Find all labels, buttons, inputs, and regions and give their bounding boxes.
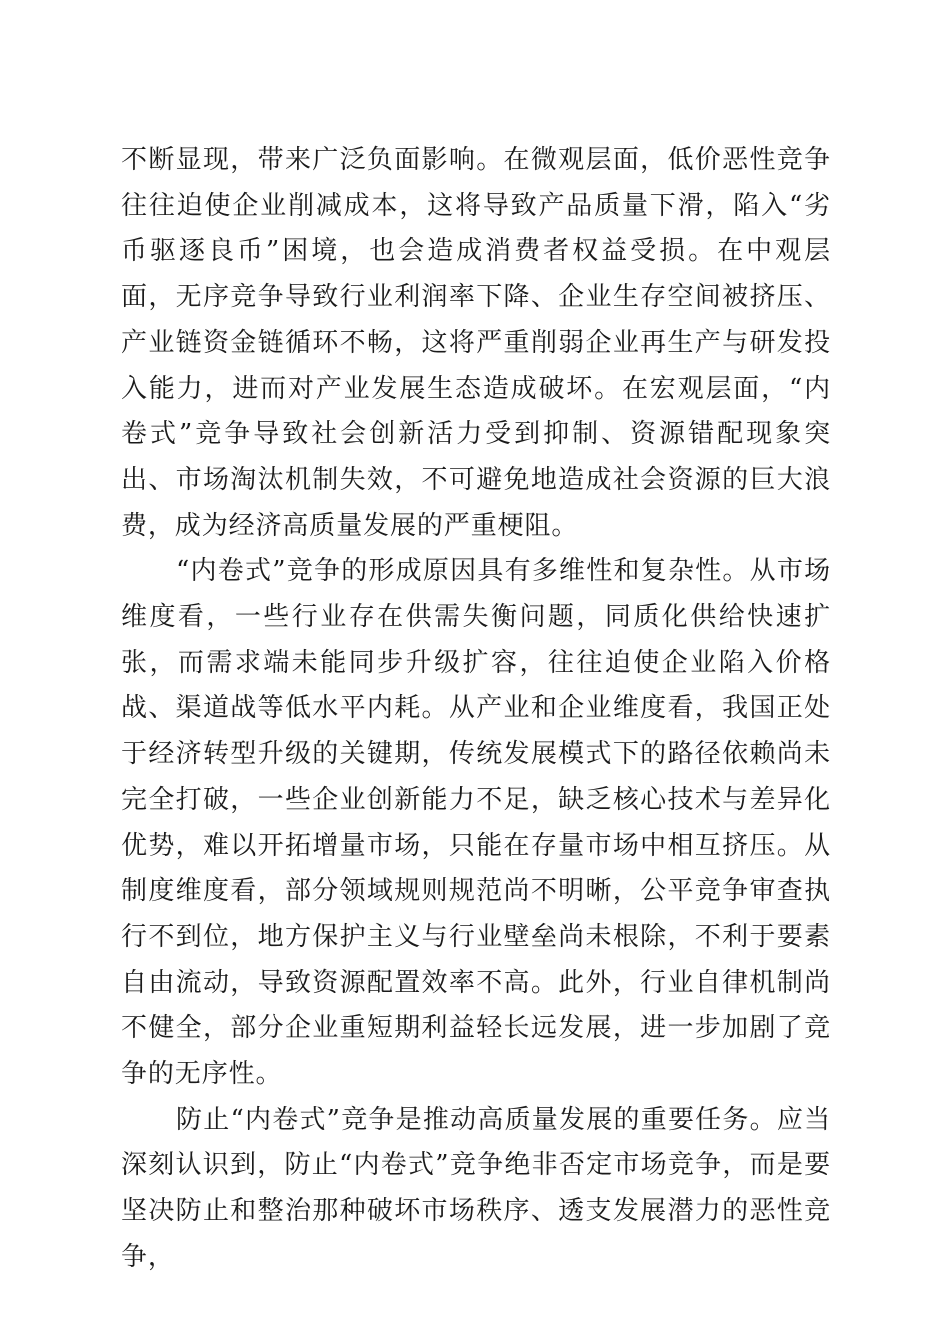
paragraph-causes: “内卷式”竞争的形成原因具有多维性和复杂性。从市场维度看，一些行业存在供需失衡问题，同质化供给快速扩张，而需求端未能同步升级扩容，往往迫使企业陷入价格战、渠道战等低水平内耗。从产业和企业维度看，我国正处于经济转型升级的关键期，传统发展模式下的路径依赖尚未完全打破，一些企业创新能力不足，缺乏核心技术与差异化优势，难以开拓增量市场，只能在存量市场中相互挤压。从制度维度看，部分领域规则规范尚不明晰，公平竞争审查执行不到位，地方保护主义与行业壁垒尚未根除，不利于要素自由流动，导致资源配置效率不高。此外，行业自律机制尚不健全，部分企业重短期利益轻长远发展，进一步加剧了竞争的无序性。 — [121, 556, 831, 1090]
body-text — [121, 138, 831, 1281]
paragraph-prevention: 防止“内卷式”竞争是推动高质量发展的重要任务。应当深刻认识到，防止“内卷式”竞争绝非否定市场竞争，而是要坚决防止和整治那种破坏市场秩序、透支发展潜力的恶性竞争， — [121, 1104, 831, 1272]
paragraph-continuation: 不断显现，带来广泛负面影响。在微观层面，低价恶性竞争往往迫使企业削减成本，这将导致产品质量下滑，陷入“劣币驱逐良币”困境，也会造成消费者权益受损。在中观层面，无序竞争导致行业利润率下降、企业生存空间被挤压、产业链资金链循环不畅，这将严重削弱企业再生产与研发投入能力，进而对产业发展生态造成破坏。在宏观层面，“内卷式”竞争导致社会创新活力受到抑制、资源错配现象突出、市场淘汰机制失效，不可避免地造成社会资源的巨大浪费，成为经济高质量发展的严重梗阻。 — [121, 145, 831, 541]
